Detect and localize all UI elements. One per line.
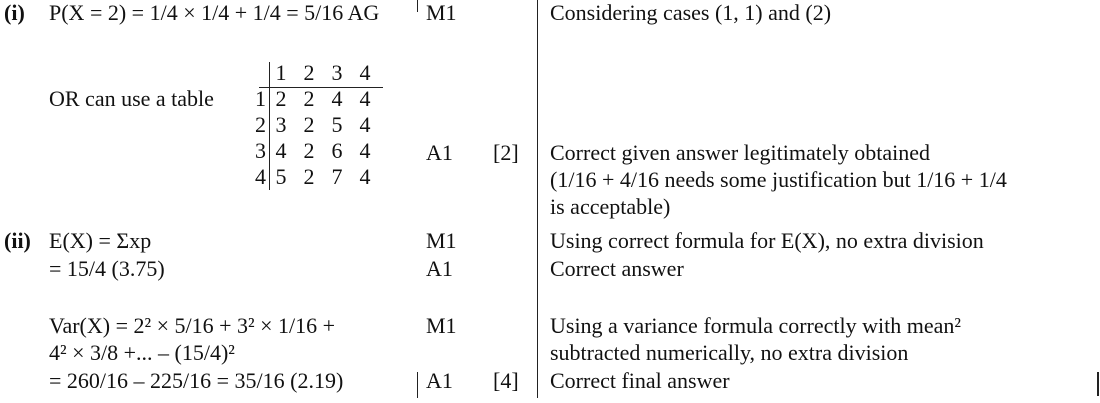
- table-cell: 6: [331, 138, 343, 163]
- statement-text: P(X = 2) = 1/4 × 1/4 + 1/4 = 5/16 AG: [49, 0, 380, 25]
- expectation-line2: = 15/4 (3.75): [49, 256, 165, 281]
- comment-var-line2: subtracted numerically, no extra division: [550, 340, 909, 365]
- mark-a1: A1: [426, 140, 453, 165]
- table-row-head: 2: [255, 112, 266, 137]
- table-header-cell: 3: [331, 60, 343, 85]
- table-cell: 2: [303, 138, 315, 163]
- comment-ex-a1: Correct answer: [550, 256, 684, 281]
- part-ii-label: (ii): [4, 228, 31, 253]
- table-cell: 4: [359, 86, 371, 111]
- table-cell: 2: [303, 86, 315, 111]
- comment-ex-m1: Using correct formula for E(X), no extra division: [550, 228, 984, 253]
- table-cell: 4: [331, 86, 343, 111]
- mark-m1-ex: M1: [426, 228, 457, 253]
- table-header-cell: 1: [275, 60, 287, 85]
- table-cell: 2: [303, 164, 315, 189]
- column-divider-answer-lower: [417, 372, 418, 398]
- table-cell: 5: [331, 112, 343, 137]
- comment-a1-line3: is acceptable): [550, 194, 671, 219]
- table-cell: 5: [275, 164, 287, 189]
- comment-a1-line1: Correct given answer legitimately obtained: [550, 140, 930, 165]
- part-i-total: [2]: [493, 140, 519, 165]
- table-row-head: 1: [255, 86, 266, 111]
- table-cell: 4: [359, 112, 371, 137]
- table-cell: 2: [275, 86, 287, 111]
- mark-m1: M1: [426, 0, 457, 25]
- table-header-cell: 2: [303, 60, 315, 85]
- text-cursor: [1097, 372, 1099, 396]
- part-i-statement: [49, 0, 379, 26]
- comment-var-line1: Using a variance formula correctly with mean²: [550, 313, 961, 338]
- table-header-cell: 4: [359, 60, 371, 85]
- variance-line3: = 260/16 – 225/16 = 35/16 (2.19): [49, 368, 344, 393]
- mark-m1-var: M1: [426, 313, 457, 338]
- expectation-line1: E(X) = Σxp: [49, 228, 152, 253]
- table-cell: 2: [303, 112, 315, 137]
- variance-line1: Var(X) = 2² × 5/16 + 3² × 1/16 +: [49, 313, 336, 338]
- table-row-head: 4: [255, 164, 266, 189]
- comment-m1: Considering cases (1, 1) and (2): [550, 0, 832, 25]
- mark-a1-ex: A1: [426, 256, 453, 281]
- table-row-head: 3: [255, 138, 266, 163]
- table-cell: 7: [331, 164, 343, 189]
- table-cell: 4: [359, 138, 371, 163]
- comment-a1-line2: (1/16 + 4/16 needs some justification but 1/16 + 1/4: [550, 167, 1007, 192]
- column-divider-guidance: [537, 0, 538, 398]
- column-divider-answer: [417, 0, 418, 12]
- comment-var-line3: Correct final answer: [550, 368, 730, 393]
- table-cell: 4: [275, 138, 287, 163]
- table-cell: 3: [275, 112, 287, 137]
- part-i-label: (i): [4, 0, 25, 25]
- table-cell: 4: [359, 164, 371, 189]
- mark-a1-var: A1: [426, 368, 453, 393]
- part-ii-total: [4]: [493, 368, 519, 393]
- variance-line2: 4² × 3/8 +... – (15/4)²: [49, 340, 235, 365]
- table-intro: OR can use a table: [49, 86, 214, 111]
